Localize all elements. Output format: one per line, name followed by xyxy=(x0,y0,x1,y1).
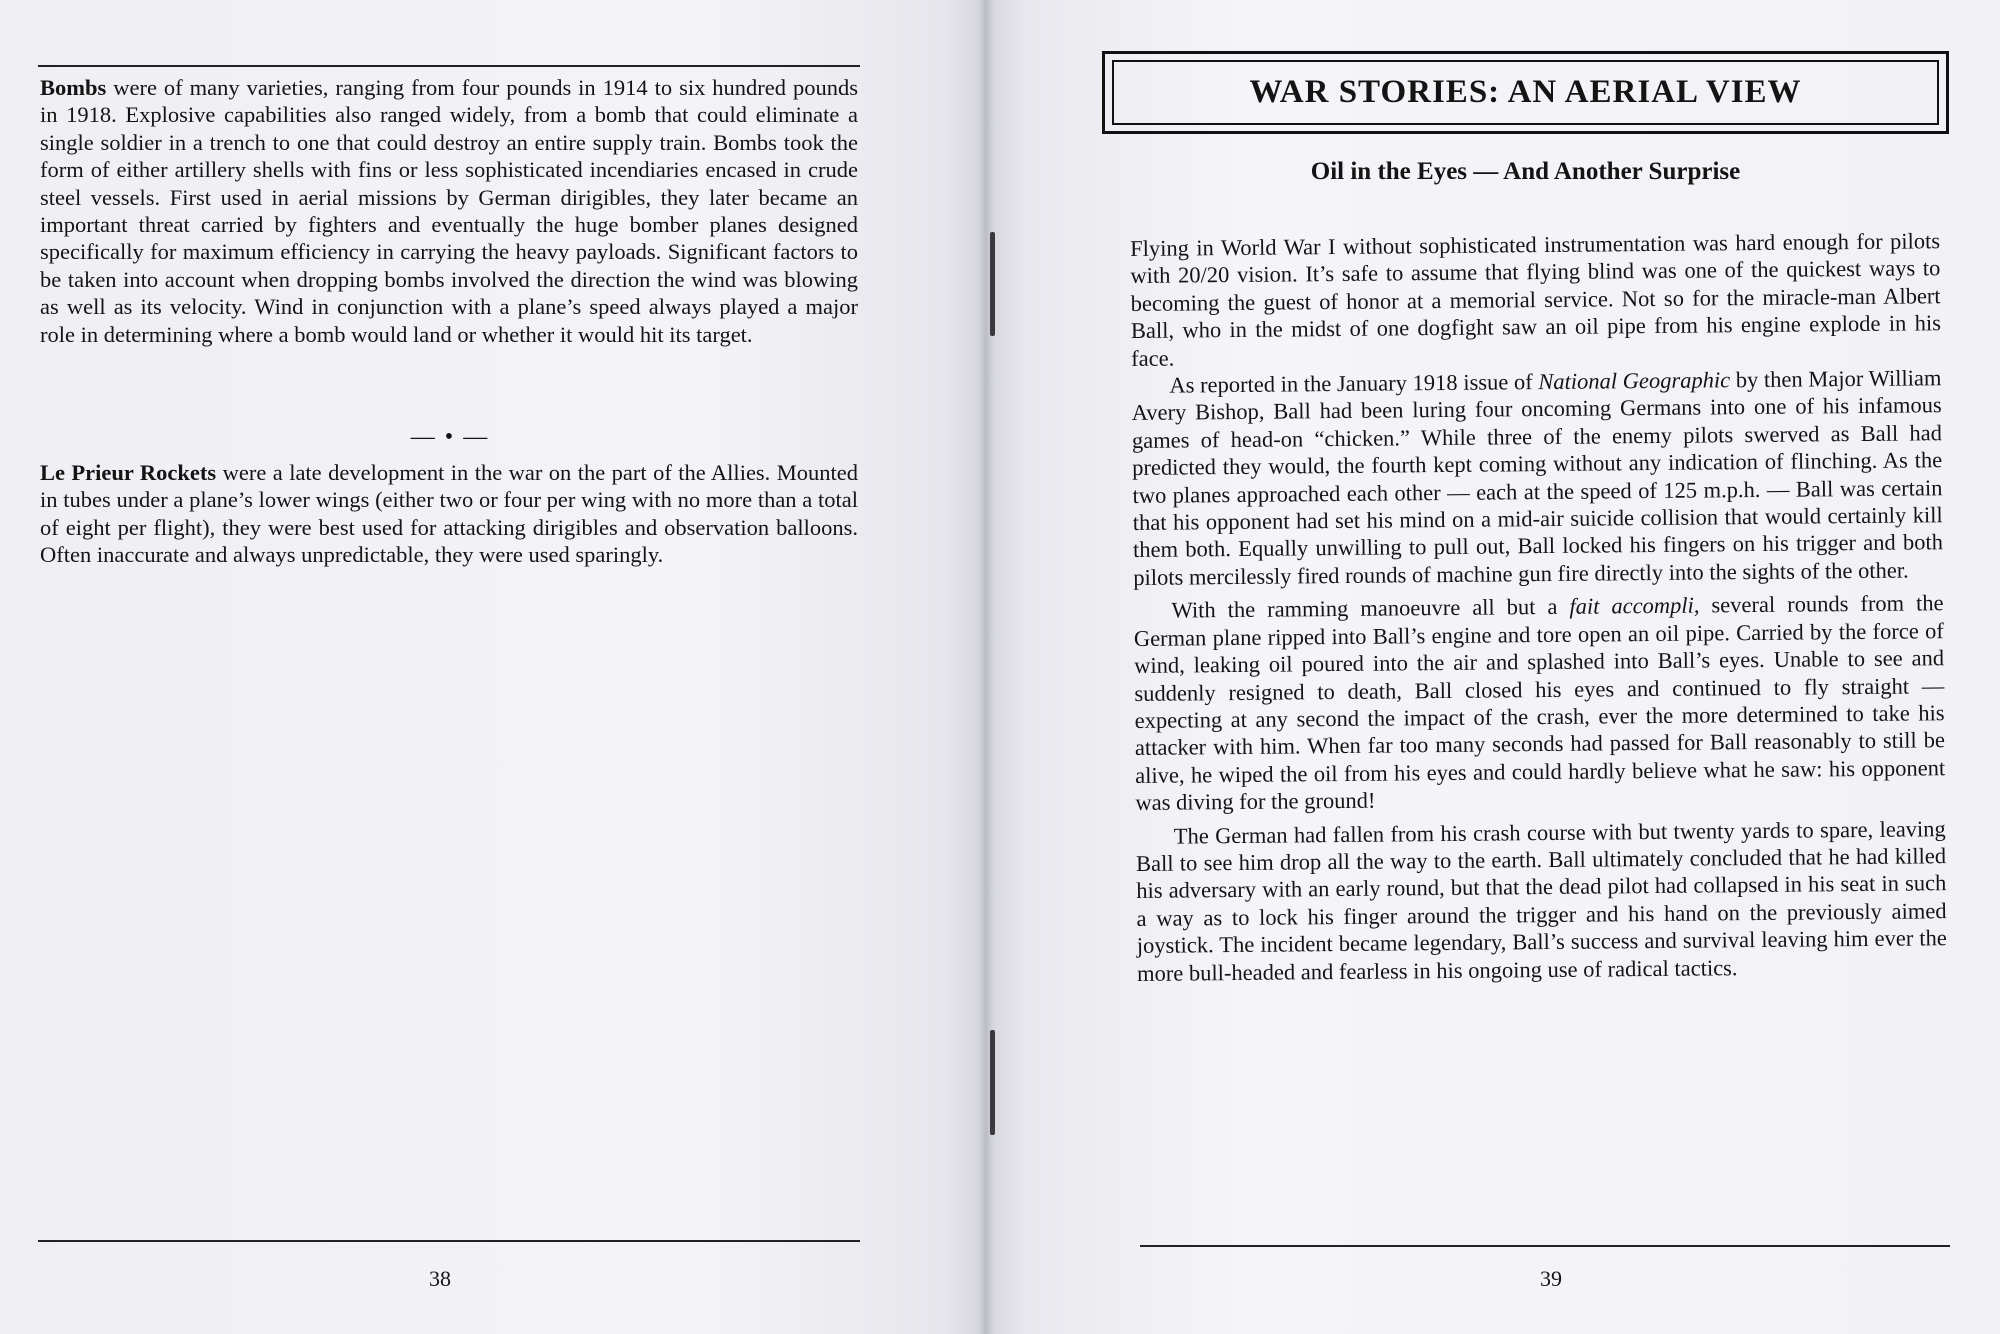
story-paragraph: With the ramming manoeuvre all but a fait accompli, several rounds from the German plane ripped into Ball’s engine and tore open an oil pipe. Carried by the force of wind, leaking oil poured into the air and splashed into Ball’s eyes. Unable to see and suddenly resigned to death, Ball closed his eyes and continued to fly straight — expecting at any second the impact of the crash, ever the more determined to take his attacker with him. When far too many seconds had passed for Ball reasonably to still be alive, he wiped the oil from his eyes and could hardly believe what he saw: his opponent was diving for the ground! xyxy=(1133,590,1946,816)
bottom-rule xyxy=(1140,1245,1950,1247)
rockets-paragraph xyxy=(40,459,858,569)
staple-bottom xyxy=(990,1030,995,1135)
story-paragraph: As reported in the January 1918 issue of National Geographic by then Major William Avery Bishop, Ball had been luring four oncoming Germans into one of his infamous games of head-on “chicken.” While three of the enemy pilots swerved as Ball had predicted they would, the fourth kept coming without any indication of flinching. As the two planes approached each other — each at the speed of 125 m.p.h. — Ball was certain that his opponent had set his mind on a mid-air suicide collision that would certainly kill them both. Equally unwilling to pull out, Ball locked his fingers on his trigger and both pilots mercilessly fired rounds of machine gun fire directly into the sights of the other. xyxy=(1131,365,1944,590)
paragraph-text: were a late development in the war on the part of the Allies. Mounted in tubes under a plane’s lower wings (either two or four per wing with no more than a total of eight per flight), they were best used for attacking dirigibles and observation balloons. Often inaccurate and always unpredictable, they were used sparingly. xyxy=(40,460,858,568)
section-title-box xyxy=(1102,51,1949,134)
paragraph-text: were of many varieties, ranging from four pounds in 1914 to six hundred pounds in 1918. Explosive capabilities also ranged widely, from a bomb that could eliminate a single soldier in a trench to one that could destroy an entire supply train. Bombs took the form of either artillery shells with fins or less sophisticated incendiaries encased in crude steel vessels. First used in aerial missions by German dirigibles, they later became an important threat carried by fighters and eventually the huge bomber planes designed specifically for maximum efficiency in carrying the heavy payloads. Significant factors to be taken into account when dropping bombs involved the direction the wind was blowing as well as its velocity. Wind in conjunction with a plane’s speed always played a major role in determining where a bomb would land or whether it would hit its target. xyxy=(40,75,858,347)
bombs-paragraph xyxy=(40,74,858,348)
staple-top xyxy=(990,232,995,336)
story-paragraph: The German had fallen from his crash course with but twenty yards to spare, leaving Ball to see him drop all the way to the earth. Ball ultimately concluded that he had killed his adversary with an early round, but that the dead pilot had collapsed in his seat in such a way as to lock his finger around the trigger and his hand on the previously aimed joystick. The incident became legendary, Ball’s success and survival leaving him ever the more bull-headed and fearless in his ongoing use of radical tactics. xyxy=(1135,815,1947,986)
paragraph-term: Bombs xyxy=(40,75,107,100)
left-page xyxy=(0,0,985,1334)
paragraph-term: Le Prieur Rockets xyxy=(40,460,217,485)
section-divider: — • — xyxy=(410,424,490,450)
story-paragraph: Flying in World War I without sophisticated instrumentation was hard enough for pilots with 20/20 vision. It’s safe to assume that flying blind was one of the quickest ways to becoming the guest of honor at a memorial service. Not so for the miracle-man Albert Ball, who in the midst of one dogfight saw an oil pipe from his engine explode in his face. xyxy=(1130,228,1942,371)
story-title: Oil in the Eyes — And Another Surprise xyxy=(1310,158,1741,185)
page-number: 38 xyxy=(429,1266,451,1291)
bottom-rule xyxy=(38,1240,860,1242)
top-rule xyxy=(38,65,860,67)
story-body xyxy=(1130,227,1947,987)
section-title: WAR STORIES: AN AERIAL VIEW xyxy=(1112,60,1939,125)
page-number: 39 xyxy=(1540,1266,1562,1291)
right-page xyxy=(985,0,2000,1334)
